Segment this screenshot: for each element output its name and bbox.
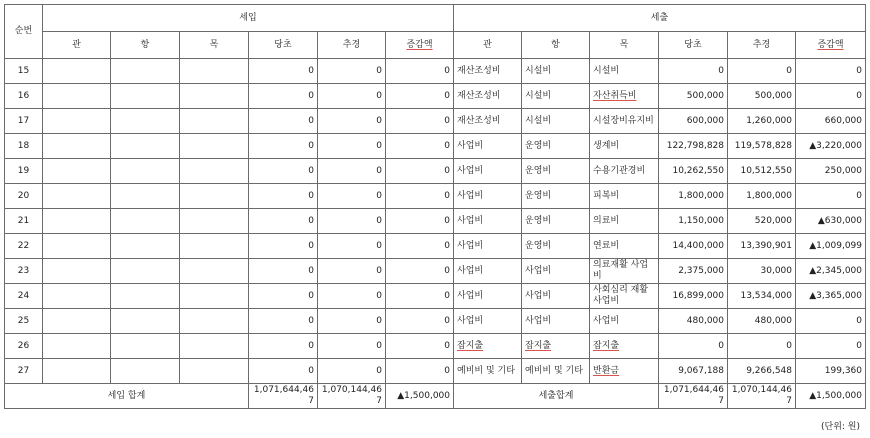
rev-diff: 0 — [386, 59, 454, 84]
exp-dangcho: 1,150,000 — [659, 209, 728, 234]
table-row — [5, 109, 866, 134]
rev-diff: 0 — [386, 84, 454, 109]
exp-diff: 0 — [796, 184, 866, 209]
row-number: 19 — [5, 159, 43, 184]
rev-hang — [111, 84, 180, 109]
rev-dangcho: 0 — [249, 109, 318, 134]
exp-hang: 운영비 — [522, 159, 590, 184]
exp-gwan: 사업비 — [454, 284, 522, 309]
exp-chugyeong: 1,260,000 — [728, 109, 796, 134]
rev-hang — [111, 184, 180, 209]
exp-hang: 운영비 — [522, 209, 590, 234]
rev-diff: 0 — [386, 259, 454, 284]
row-number: 22 — [5, 234, 43, 259]
rev-diff: 0 — [386, 159, 454, 184]
rev-chugyeong: 0 — [318, 359, 386, 384]
rev-hang — [111, 59, 180, 84]
rev-col-gwan: 관 — [43, 32, 111, 59]
rev-dangcho: 0 — [249, 309, 318, 334]
exp-hang: 시설비 — [522, 59, 590, 84]
row-number: 27 — [5, 359, 43, 384]
exp-mok: 반환금 — [590, 359, 659, 384]
exp-mok: 의료재활 사업비 — [590, 259, 659, 284]
rev-diff: 0 — [386, 359, 454, 384]
exp-mok: 피복비 — [590, 184, 659, 209]
row-number: 23 — [5, 259, 43, 284]
rev-dangcho: 0 — [249, 334, 318, 359]
exp-diff: ▲1,009,099 — [796, 234, 866, 259]
exp-chugyeong: 500,000 — [728, 84, 796, 109]
table-row — [5, 184, 866, 209]
rev-mok — [180, 184, 249, 209]
exp-diff: 0 — [796, 59, 866, 84]
exp-gwan: 사업비 — [454, 259, 522, 284]
exp-gwan: 사업비 — [454, 159, 522, 184]
exp-diff: ▲630,000 — [796, 209, 866, 234]
exp-chugyeong: 480,000 — [728, 309, 796, 334]
exp-hang: 시설비 — [522, 84, 590, 109]
exp-diff: 199,360 — [796, 359, 866, 384]
rev-hang — [111, 234, 180, 259]
exp-chugyeong: 0 — [728, 334, 796, 359]
rev-gwan — [43, 334, 111, 359]
exp-mok: 사업비 — [590, 309, 659, 334]
rev-col-dangcho: 당초 — [249, 32, 318, 59]
exp-hang: 사업비 — [522, 284, 590, 309]
exp-chugyeong: 1,800,000 — [728, 184, 796, 209]
exp-gwan: 사업비 — [454, 134, 522, 159]
expense-total-label: 세출합계 — [454, 384, 659, 409]
rev-hang — [111, 259, 180, 284]
rev-gwan — [43, 184, 111, 209]
rev-mok — [180, 159, 249, 184]
rev-dangcho: 0 — [249, 59, 318, 84]
exp-hang: 시설비 — [522, 109, 590, 134]
exp-gwan: 사업비 — [454, 184, 522, 209]
rev-mok — [180, 209, 249, 234]
exp-chugyeong: 9,266,548 — [728, 359, 796, 384]
rev-dangcho: 0 — [249, 359, 318, 384]
row-number: 20 — [5, 184, 43, 209]
rev-chugyeong: 0 — [318, 209, 386, 234]
exp-gwan: 사업비 — [454, 309, 522, 334]
rev-dangcho: 0 — [249, 184, 318, 209]
exp-mok: 수용기관경비 — [590, 159, 659, 184]
rev-gwan — [43, 259, 111, 284]
exp-chugyeong: 13,534,000 — [728, 284, 796, 309]
exp-dangcho: 16,899,000 — [659, 284, 728, 309]
rev-diff: 0 — [386, 134, 454, 159]
rev-hang — [111, 284, 180, 309]
rev-diff: 0 — [386, 209, 454, 234]
exp-mok: 시설비 — [590, 59, 659, 84]
exp-hang: 사업비 — [522, 259, 590, 284]
rev-mok — [180, 309, 249, 334]
exp-chugyeong: 520,000 — [728, 209, 796, 234]
exp-hang: 예비비 및 기타 — [522, 359, 590, 384]
exp-mok: 생계비 — [590, 134, 659, 159]
rev-chugyeong: 0 — [318, 284, 386, 309]
exp-col-diff: 증감액 — [796, 32, 866, 59]
exp-diff: ▲2,345,000 — [796, 259, 866, 284]
rev-chugyeong: 0 — [318, 334, 386, 359]
exp-chugyeong: 30,000 — [728, 259, 796, 284]
exp-dangcho: 14,400,000 — [659, 234, 728, 259]
rev-diff: 0 — [386, 234, 454, 259]
exp-dangcho: 500,000 — [659, 84, 728, 109]
rev-dangcho: 0 — [249, 159, 318, 184]
row-number: 15 — [5, 59, 43, 84]
table-row — [5, 359, 866, 384]
exp-mok: 자산취득비 — [590, 84, 659, 109]
rev-dangcho: 0 — [249, 84, 318, 109]
rev-hang — [111, 334, 180, 359]
expense-total-dangcho: 1,071,644,467 — [659, 384, 728, 409]
exp-dangcho: 122,798,828 — [659, 134, 728, 159]
rev-chugyeong: 0 — [318, 134, 386, 159]
exp-diff: 250,000 — [796, 159, 866, 184]
rev-mok — [180, 59, 249, 84]
rev-chugyeong: 0 — [318, 84, 386, 109]
rev-col-hang: 항 — [111, 32, 180, 59]
exp-diff: ▲3,220,000 — [796, 134, 866, 159]
col-header-no: 순번 — [5, 5, 43, 59]
exp-gwan: 사업비 — [454, 234, 522, 259]
exp-mok: 의료비 — [590, 209, 659, 234]
exp-dangcho: 0 — [659, 334, 728, 359]
rev-dangcho: 0 — [249, 134, 318, 159]
rev-diff: 0 — [386, 334, 454, 359]
exp-chugyeong: 0 — [728, 59, 796, 84]
table-row — [5, 159, 866, 184]
row-number: 25 — [5, 309, 43, 334]
exp-dangcho: 0 — [659, 59, 728, 84]
exp-col-hang: 항 — [522, 32, 590, 59]
rev-dangcho: 0 — [249, 259, 318, 284]
exp-col-gwan: 관 — [454, 32, 522, 59]
exp-gwan: 예비비 및 기타 — [454, 359, 522, 384]
exp-dangcho: 600,000 — [659, 109, 728, 134]
rev-hang — [111, 109, 180, 134]
table-row — [5, 309, 866, 334]
exp-mok: 연료비 — [590, 234, 659, 259]
exp-gwan: 잡지출 — [454, 334, 522, 359]
rev-gwan — [43, 234, 111, 259]
rev-diff: 0 — [386, 284, 454, 309]
exp-diff: 660,000 — [796, 109, 866, 134]
exp-dangcho: 9,067,188 — [659, 359, 728, 384]
budget-table — [4, 4, 866, 409]
rev-chugyeong: 0 — [318, 234, 386, 259]
table-row — [5, 59, 866, 84]
row-number: 26 — [5, 334, 43, 359]
rev-mok — [180, 234, 249, 259]
rev-hang — [111, 134, 180, 159]
exp-diff: ▲3,365,000 — [796, 284, 866, 309]
unit-note: (단위: 원) — [821, 422, 860, 432]
exp-hang: 사업비 — [522, 309, 590, 334]
table-row — [5, 84, 866, 109]
col-header-revenue: 세입 — [43, 5, 454, 32]
rev-hang — [111, 309, 180, 334]
exp-gwan: 재산조성비 — [454, 84, 522, 109]
table-row — [5, 209, 866, 234]
exp-hang: 운영비 — [522, 134, 590, 159]
rev-mok — [180, 359, 249, 384]
table-row — [5, 234, 866, 259]
rev-dangcho: 0 — [249, 284, 318, 309]
exp-gwan: 재산조성비 — [454, 109, 522, 134]
revenue-total-diff: ▲1,500,000 — [386, 384, 454, 409]
rev-gwan — [43, 84, 111, 109]
exp-diff: 0 — [796, 84, 866, 109]
exp-dangcho: 10,262,550 — [659, 159, 728, 184]
rev-mok — [180, 259, 249, 284]
table-row — [5, 284, 866, 309]
exp-gwan: 재산조성비 — [454, 59, 522, 84]
exp-col-chugyeong: 추경 — [728, 32, 796, 59]
rev-col-mok: 목 — [180, 32, 249, 59]
rev-hang — [111, 159, 180, 184]
revenue-total-chugyeong: 1,070,144,467 — [318, 384, 386, 409]
exp-hang: 잡지출 — [522, 334, 590, 359]
exp-hang: 운영비 — [522, 184, 590, 209]
rev-gwan — [43, 284, 111, 309]
rev-chugyeong: 0 — [318, 184, 386, 209]
rev-dangcho: 0 — [249, 234, 318, 259]
exp-col-dangcho: 당초 — [659, 32, 728, 59]
exp-hang: 운영비 — [522, 234, 590, 259]
rev-diff: 0 — [386, 109, 454, 134]
col-header-expense: 세출 — [454, 5, 866, 32]
rev-dangcho: 0 — [249, 209, 318, 234]
exp-dangcho: 1,800,000 — [659, 184, 728, 209]
exp-chugyeong: 13,390,901 — [728, 234, 796, 259]
rev-col-chugyeong: 추경 — [318, 32, 386, 59]
expense-total-diff: ▲1,500,000 — [796, 384, 866, 409]
exp-diff: 0 — [796, 334, 866, 359]
row-number: 18 — [5, 134, 43, 159]
row-number: 21 — [5, 209, 43, 234]
rev-diff: 0 — [386, 184, 454, 209]
table-row — [5, 134, 866, 159]
expense-total-chugyeong: 1,070,144,467 — [728, 384, 796, 409]
row-number: 16 — [5, 84, 43, 109]
rev-chugyeong: 0 — [318, 309, 386, 334]
row-number: 24 — [5, 284, 43, 309]
rev-chugyeong: 0 — [318, 259, 386, 284]
exp-chugyeong: 119,578,828 — [728, 134, 796, 159]
exp-dangcho: 2,375,000 — [659, 259, 728, 284]
rev-hang — [111, 209, 180, 234]
rev-gwan — [43, 109, 111, 134]
rev-mok — [180, 134, 249, 159]
exp-mok: 시설장비유지비 — [590, 109, 659, 134]
exp-mok: 잡지출 — [590, 334, 659, 359]
rev-mok — [180, 334, 249, 359]
rev-col-diff: 증감액 — [386, 32, 454, 59]
revenue-total-label: 세입 합계 — [5, 384, 249, 409]
rev-chugyeong: 0 — [318, 59, 386, 84]
rev-chugyeong: 0 — [318, 159, 386, 184]
rev-gwan — [43, 209, 111, 234]
rev-mok — [180, 284, 249, 309]
rev-mok — [180, 109, 249, 134]
table-row — [5, 334, 866, 359]
exp-diff: 0 — [796, 309, 866, 334]
table-body — [5, 59, 866, 384]
rev-hang — [111, 359, 180, 384]
rev-gwan — [43, 134, 111, 159]
exp-col-mok: 목 — [590, 32, 659, 59]
exp-gwan: 사업비 — [454, 209, 522, 234]
exp-dangcho: 480,000 — [659, 309, 728, 334]
rev-mok — [180, 84, 249, 109]
exp-chugyeong: 10,512,550 — [728, 159, 796, 184]
row-number: 17 — [5, 109, 43, 134]
rev-gwan — [43, 359, 111, 384]
table-row — [5, 259, 866, 284]
rev-gwan — [43, 309, 111, 334]
exp-mok: 사회심리 재활 사업비 — [590, 284, 659, 309]
rev-gwan — [43, 159, 111, 184]
revenue-total-dangcho: 1,071,644,467 — [249, 384, 318, 409]
rev-gwan — [43, 59, 111, 84]
rev-diff: 0 — [386, 309, 454, 334]
rev-chugyeong: 0 — [318, 109, 386, 134]
